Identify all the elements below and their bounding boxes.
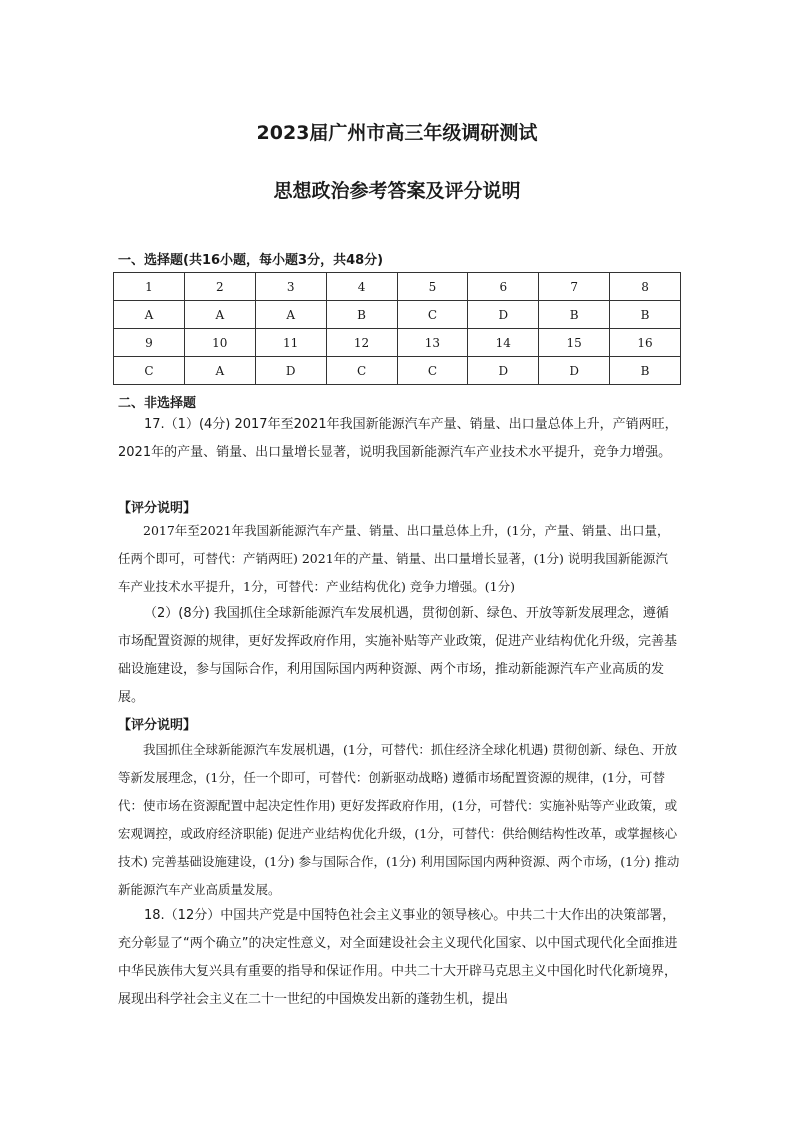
table-cell: 13 [397,329,468,357]
table-cell: A [114,301,185,329]
table-cell: B [539,301,610,329]
table-row [114,301,681,329]
table-cell: 12 [326,329,397,357]
table-cell: 6 [468,273,539,301]
answer-table [113,272,681,385]
table-cell: B [326,301,397,329]
table-cell: D [255,357,326,385]
table-cell: 7 [539,273,610,301]
question-18-answer: 18.（12分）中国共产党是中国特色社会主义事业的领导核心。中共二十大作出的决策部署，充分彰显了“两个确立”的决定性意义，对全面建设社会主义现代化国家、以中国式现代化全面推进中华民族伟大复兴具有重要的指导和保证作用。中共二十大开辟马克思主义中国化时代化新境界，展现出科学社会主义在二十一世纪的中国焕发出新的蓬勃生机，提出 [118,908,678,1007]
table-cell: C [397,357,468,385]
table-cell: 16 [610,329,681,357]
question-17-part-2-answer: （2）(8分) 我国抓住全球新能源汽车发展机遇，贯彻创新、绿色、开放等新发展理念，遵循市场配置资源的规律，更好发挥政府作用，实施补贴等产业政策，促进产业结构优化升级，完善基础设施建设，参与国际合作，利用国际国内两种资源、两个市场，推动新能源汽车产业高质的发展。 [118,606,678,705]
table-row [114,357,681,385]
table-cell: 3 [255,273,326,301]
table-cell: A [184,301,255,329]
grading-notes-17-1: 2017年至2021年我国新能源汽车产量、销量、出口量总体上升，(1分，产量、销量、出口量，任两个即可，可替代：产销两旺) 2021年的产量、销量、出口量增长显著，(1分) 说明我国新能源汽车产业技术水平提升，1分，可替代：产业结构优化) 竞争力增强。(1分) [118,523,670,594]
document-title: 2023届广州市高三年级调研测试 [256,122,538,144]
table-cell: 1 [114,273,185,301]
table-cell: A [184,357,255,385]
document-subtitle: 思想政治参考答案及评分说明 [273,180,521,202]
table-row [114,329,681,357]
table-row [114,273,681,301]
table-cell: 2 [184,273,255,301]
table-cell: B [610,357,681,385]
question-17-part-1-answer: 17.（1）(4分) 2017年至2021年我国新能源汽车产量、销量、出口量总体上升，产销两旺，2021年的产量、销量、出口量增长显著，说明我国新能源汽车产业技术水平提升，竞争力增强。 [118,417,678,460]
table-cell: 10 [184,329,255,357]
section-heading-multiple-choice: 一、选择题(共16小题，每小题3分，共48分) [118,253,384,268]
table-cell: 9 [114,329,185,357]
table-cell: 14 [468,329,539,357]
table-cell: D [468,301,539,329]
table-cell: C [114,357,185,385]
table-cell: 15 [539,329,610,357]
section-heading-non-choice: 二、非选择题 [118,396,197,411]
table-cell: 4 [326,273,397,301]
table-cell: C [397,301,468,329]
grading-label: 【评分说明】 [118,718,197,733]
table-cell: D [539,357,610,385]
table-cell: 5 [397,273,468,301]
grading-notes-17-2: 我国抓住全球新能源汽车发展机遇，(1分，可替代：抓住经济全球化机遇) 贯彻创新、绿色、开放等新发展理念，(1分，任一个即可，可替代：创新驱动战略) 遵循市场配置资源的规律，(1分，可替代：使市场在资源配置中起决定性作用) 更好发挥政府作用，(1分，可替代：实施补贴等产业政策，或宏观调控，或政府经济职能) 促进产业结构优化升级，(1分，可替代：供给侧结构性改革，或掌握核心技术) 完善基础设施建设，(1分) 参与国际合作，(1分) 利用国际国内两种资源、两个市场，(1分) 推动新能源汽车产业高质量发展。 [118,742,680,897]
table-cell: 8 [610,273,681,301]
table-cell: D [468,357,539,385]
grading-label: 【评分说明】 [118,501,197,516]
table-cell: 11 [255,329,326,357]
table-cell: C [326,357,397,385]
table-cell: A [255,301,326,329]
table-cell: B [610,301,681,329]
